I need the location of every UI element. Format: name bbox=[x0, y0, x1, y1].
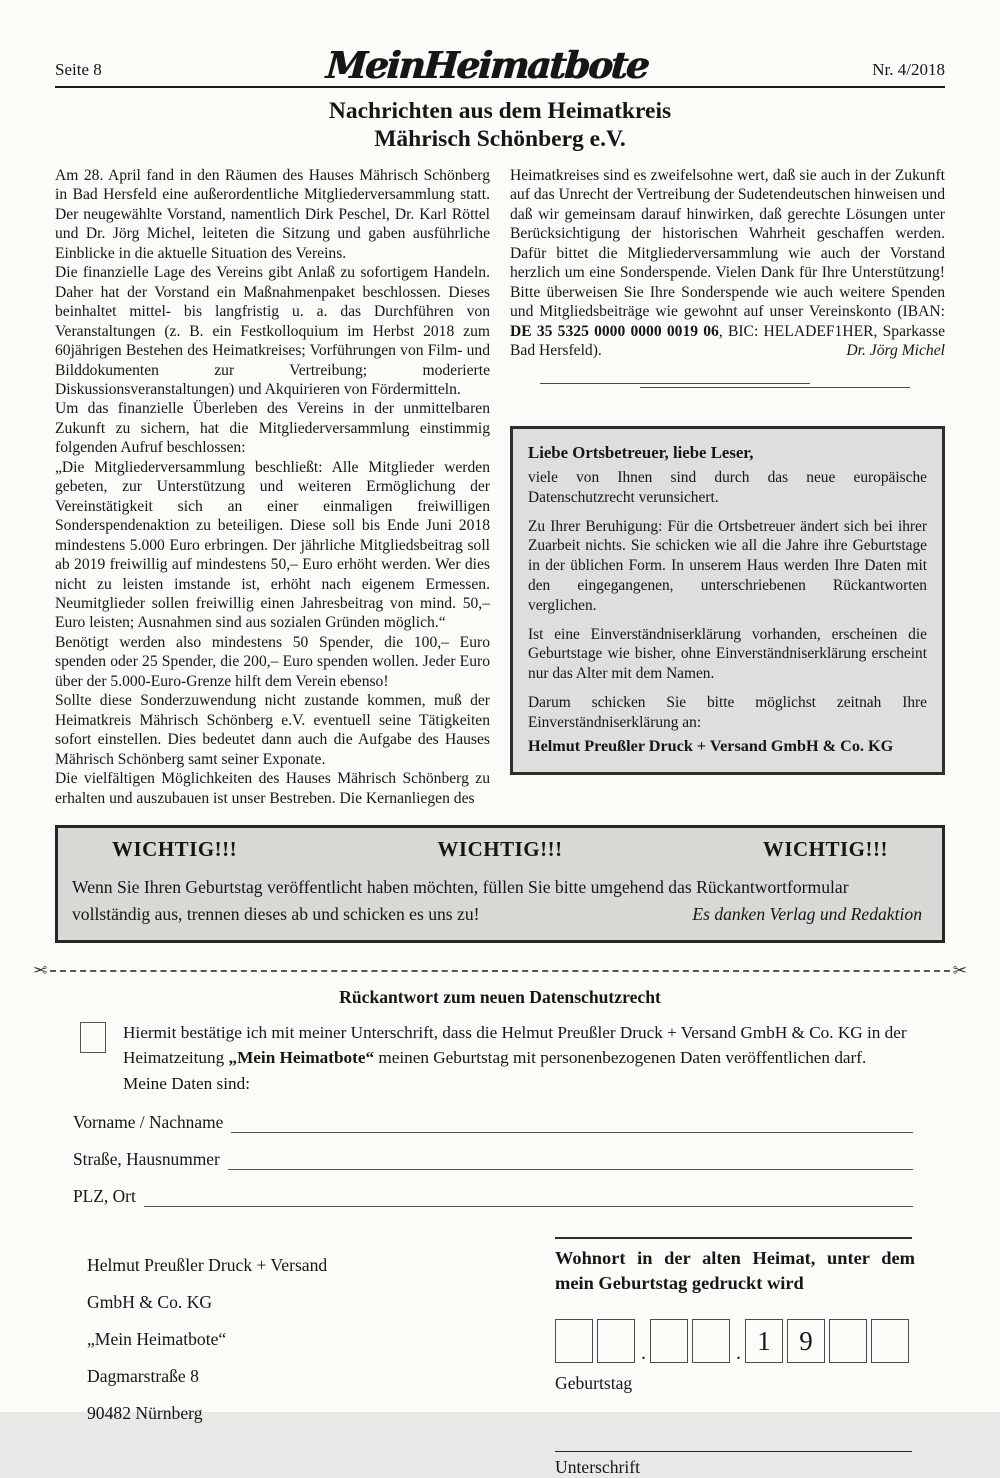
month-digit-box[interactable] bbox=[692, 1319, 730, 1363]
form-field-row bbox=[55, 1185, 913, 1207]
issue-number-label: Nr. 4/2018 bbox=[872, 60, 945, 79]
month-digit-box[interactable] bbox=[650, 1319, 688, 1363]
year-digit-box[interactable] bbox=[871, 1319, 909, 1363]
consent-row bbox=[55, 1020, 945, 1097]
wichtig-headings bbox=[72, 837, 928, 862]
wichtig-heading: WICHTIG!!! bbox=[762, 836, 888, 861]
year-digit-box[interactable]: 1 bbox=[745, 1319, 783, 1363]
form-bottom-section bbox=[55, 1237, 945, 1478]
notice-company-name: Helmut Preußler Druck + Versand GmbH & Co. KG bbox=[528, 736, 894, 755]
article-headline bbox=[55, 97, 945, 153]
address-line: 90482 Nürnberg bbox=[87, 1403, 203, 1424]
masthead-logo: MeinHeimatbote bbox=[324, 43, 650, 87]
notice-title: Liebe Ortsbetreuer, liebe Leser, bbox=[528, 442, 754, 462]
cut-here-line bbox=[33, 960, 967, 981]
street-input[interactable] bbox=[228, 1148, 913, 1170]
notice-paragraph: viele von Ihnen sind durch das neue europäische Datenschutzrecht verunsichert. bbox=[528, 468, 927, 506]
wichtig-body bbox=[72, 874, 928, 928]
city-field-label: PLZ, Ort bbox=[73, 1186, 136, 1207]
author-signature: Dr. Jörg Michel bbox=[846, 342, 945, 360]
street-field-label: Straße, Hausnummer bbox=[73, 1149, 220, 1170]
wichtig-text: Wenn Sie Ihren Geburtstag veröffentlicht haben möchten, füllen Sie bitte umgehend das Rückantwortformular vollständig aus, trennen dieses ab und schicken es uns zu! bbox=[72, 876, 849, 924]
date-separator: . bbox=[736, 1342, 741, 1365]
paragraph-text: Heimatkreises sind es zweifelsohne wert, daß sie auch in der Zukunft auf das Unrecht der Vertreibung der Sudetendeutschen hinweisen und daß wir gemeinsam darauf hinwirken, daß gerechte Lösungen unter Berücksichtigung der historischen Wahrheit geschaffen werden. Dafür bittet die Mitgliederversammlung wie auch der Vorstand herzlich um eine Sonderspende. Vielen Dank für Ihre Unterstützung! Bitte überweisen Sie Ihre Sonderspende wie auch weitere Spenden und Mitgliedsbeiträge wie gewohnt auf unser Vereinskonto (IBAN: bbox=[510, 167, 945, 321]
paragraph: Die finanzielle Lage des Vereins gibt Anlaß zu sofortigem Handeln. Daher hat der Vorstand ein Maßnahmenpaket beschlossen. Dieses beinhaltet mittel- bis langfristig u. a. das Durchführen von Veranstaltungen (z. B. ein Festkolloquium im Herbst 2018 zum 60jährigen Bestehen des Heimatkreises; Vorführungen von Film- und Bilddokumenten zur Vertreibung; moderierte Diskussionsveranstaltungen) und Akquirieren von Fördermitteln. bbox=[55, 264, 490, 398]
dashed-cut-line bbox=[50, 970, 950, 972]
city-input[interactable] bbox=[144, 1185, 913, 1207]
notice-paragraph: Darum schicken Sie bitte möglichst zeitnah Ihre Einverständniserklärung an: bbox=[528, 693, 927, 731]
day-digit-box[interactable] bbox=[555, 1319, 593, 1363]
consent-checkbox[interactable] bbox=[80, 1022, 106, 1053]
address-line: „Mein Heimatbote“ bbox=[87, 1329, 227, 1350]
datenschutz-notice-box bbox=[510, 426, 945, 775]
notice-paragraph: Ist eine Einverständniserklärung vorhanden, erscheinen die Geburtstage wie bisher, ohne Einverständniserklärung erscheint nur das Alter mit dem Namen. bbox=[528, 625, 927, 683]
birthday-section-divider bbox=[555, 1237, 912, 1239]
notice-paragraph: Zu Ihrer Beruhigung: Für die Ortsbetreuer ändert sich bei ihrer Zuarbeit nichts. Sie schicken wie all die Jahre ihre Geburtstage in der üblichen Form. In unserem Haus werden Ihre Daten mit den eingegangenen, unterschriebenen Rückantworten verglichen. bbox=[528, 517, 927, 614]
article-left-column bbox=[55, 166, 490, 808]
wichtig-heading: WICHTIG!!! bbox=[437, 836, 563, 861]
form-field-row bbox=[55, 1148, 913, 1170]
form-title: Rückantwort zum neuen Datenschutzrecht bbox=[339, 986, 661, 1007]
section-divider bbox=[510, 383, 945, 393]
scissors-icon-left: ✂ bbox=[33, 960, 48, 981]
paragraph: Sollte diese Sonderzuwendung nicht zustande kommen, muß der Heimatkreis Mährisch Schönberg e.V. eventuell seine Tätigkeiten sofort einstellen. Dies bedeutet dann auch die Aufgabe des Hauses Mährisch Schönberg samt seiner Exponate. bbox=[55, 692, 490, 768]
paragraph: Benötigt werden also mindestens 50 Spender, die 100,– Euro spenden oder 25 Spender, die 200,– Euro spenden wollen. Jeder Euro über der 5.000-Euro-Grenze hilft dem Verein ebenso! bbox=[55, 633, 490, 690]
year-digit-box[interactable] bbox=[829, 1319, 867, 1363]
birthplace-label: Wohnort in der alten Heimat, unter dem mein Geburtstag gedruckt wird bbox=[555, 1248, 915, 1293]
wichtig-signoff: Es danken Verlag und Redaktion bbox=[692, 903, 922, 924]
address-line: GmbH & Co. KG bbox=[87, 1292, 213, 1313]
signature-label: Unterschrift bbox=[555, 1457, 641, 1478]
day-digit-box[interactable] bbox=[597, 1319, 635, 1363]
birthday-date-boxes bbox=[555, 1319, 923, 1363]
address-line: Helmut Preußler Druck + Versand bbox=[87, 1255, 328, 1276]
paragraph: Am 28. April fand in den Räumen des Hauses Mährisch Schönberg in Bad Hersfeld eine außerordentliche Mitgliederversammlung statt. Der neugewählte Vorstand, namentlich Dirk Peschel, Dr. Karl Röttel und Dr. Jörg Michel, leiteten die Sitzung und gaben ausführliche Einblicke in die aktuelle Situation des Vereins. bbox=[55, 167, 490, 262]
wichtig-heading: WICHTIG!!! bbox=[112, 836, 238, 861]
name-input[interactable] bbox=[231, 1111, 913, 1133]
form-field-row bbox=[55, 1111, 913, 1133]
paragraph bbox=[510, 166, 945, 361]
signature-line[interactable] bbox=[555, 1451, 912, 1452]
birthday-label: Geburtstag bbox=[555, 1373, 633, 1394]
headline-line-1: Nachrichten aus dem Heimatkreis bbox=[328, 98, 672, 124]
paragraph: Um das finanzielle Überleben des Vereins in der unmittelbaren Zukunft zu sichern, hat die Mitgliederversammlung einstimmig folgenden Aufruf beschlossen: bbox=[55, 400, 490, 457]
consent-text: meinen Geburtstag mit personenbezogenen Daten veröffentlichen darf. Meine Daten sind: bbox=[123, 1048, 867, 1093]
page-number-label: Seite 8 bbox=[55, 60, 102, 79]
mailing-address-block bbox=[55, 1237, 555, 1478]
address-line: Dagmarstraße 8 bbox=[87, 1366, 199, 1387]
iban-value: DE 35 5325 0000 0000 0019 06 bbox=[510, 322, 719, 340]
date-separator: . bbox=[641, 1342, 646, 1365]
page-header bbox=[55, 0, 945, 87]
wichtig-banner bbox=[55, 825, 945, 943]
paragraph: „Die Mitgliederversammlung beschließt: Alle Mitglieder werden gebeten, zur Unterstützung und weiteren Ermöglichung der Vereinstätigkeit sich an einer einmaligen freiwilligen Sonderspendenaktion zu beteiligen. Diese soll bis Ende Juni 2018 mindestens 5.000 Euro erbringen. Der jährliche Mitgliedsbeitrag soll ab 2019 freiwillig auf mindestens 50,– Euro erhöht werden. Wer dies nicht zu leisten imstande ist, erhöht nach eigenem Ermessen. Neumitglieder sollen freiwillig einen Jahresbeitrag von mind. 50,– Euro leisten; Ausnahmen sind aus sozialen Gründen möglich.“ bbox=[55, 458, 490, 632]
consent-text: Hiermit bestätige ich mit meiner Unterschrift, dass die Helmut Preußler Druck + Versand GmbH & Co. KG in der Heimatzeitung bbox=[123, 1022, 907, 1068]
paragraph-text: , BIC: HELADEF1HER, Sparkasse Bad Hersfeld). bbox=[510, 322, 945, 360]
headline-line-2: Mährisch Schönberg e.V. bbox=[374, 126, 626, 152]
consent-paper-name: „Mein Heimatbote“ bbox=[228, 1048, 375, 1068]
birthday-section bbox=[555, 1237, 923, 1478]
paragraph: Die vielfältigen Möglichkeiten des Hauses Mährisch Schönberg zu erhalten und auszubauen ist unser Bestreben. Die Kernanliegen des bbox=[55, 770, 490, 807]
article-right-column bbox=[510, 166, 945, 808]
consent-statement bbox=[123, 1020, 910, 1097]
year-digit-box[interactable]: 9 bbox=[787, 1319, 825, 1363]
name-field-label: Vorname / Nachname bbox=[73, 1112, 224, 1133]
article-body bbox=[55, 166, 945, 808]
scissors-icon-right: ✂ bbox=[952, 960, 967, 981]
